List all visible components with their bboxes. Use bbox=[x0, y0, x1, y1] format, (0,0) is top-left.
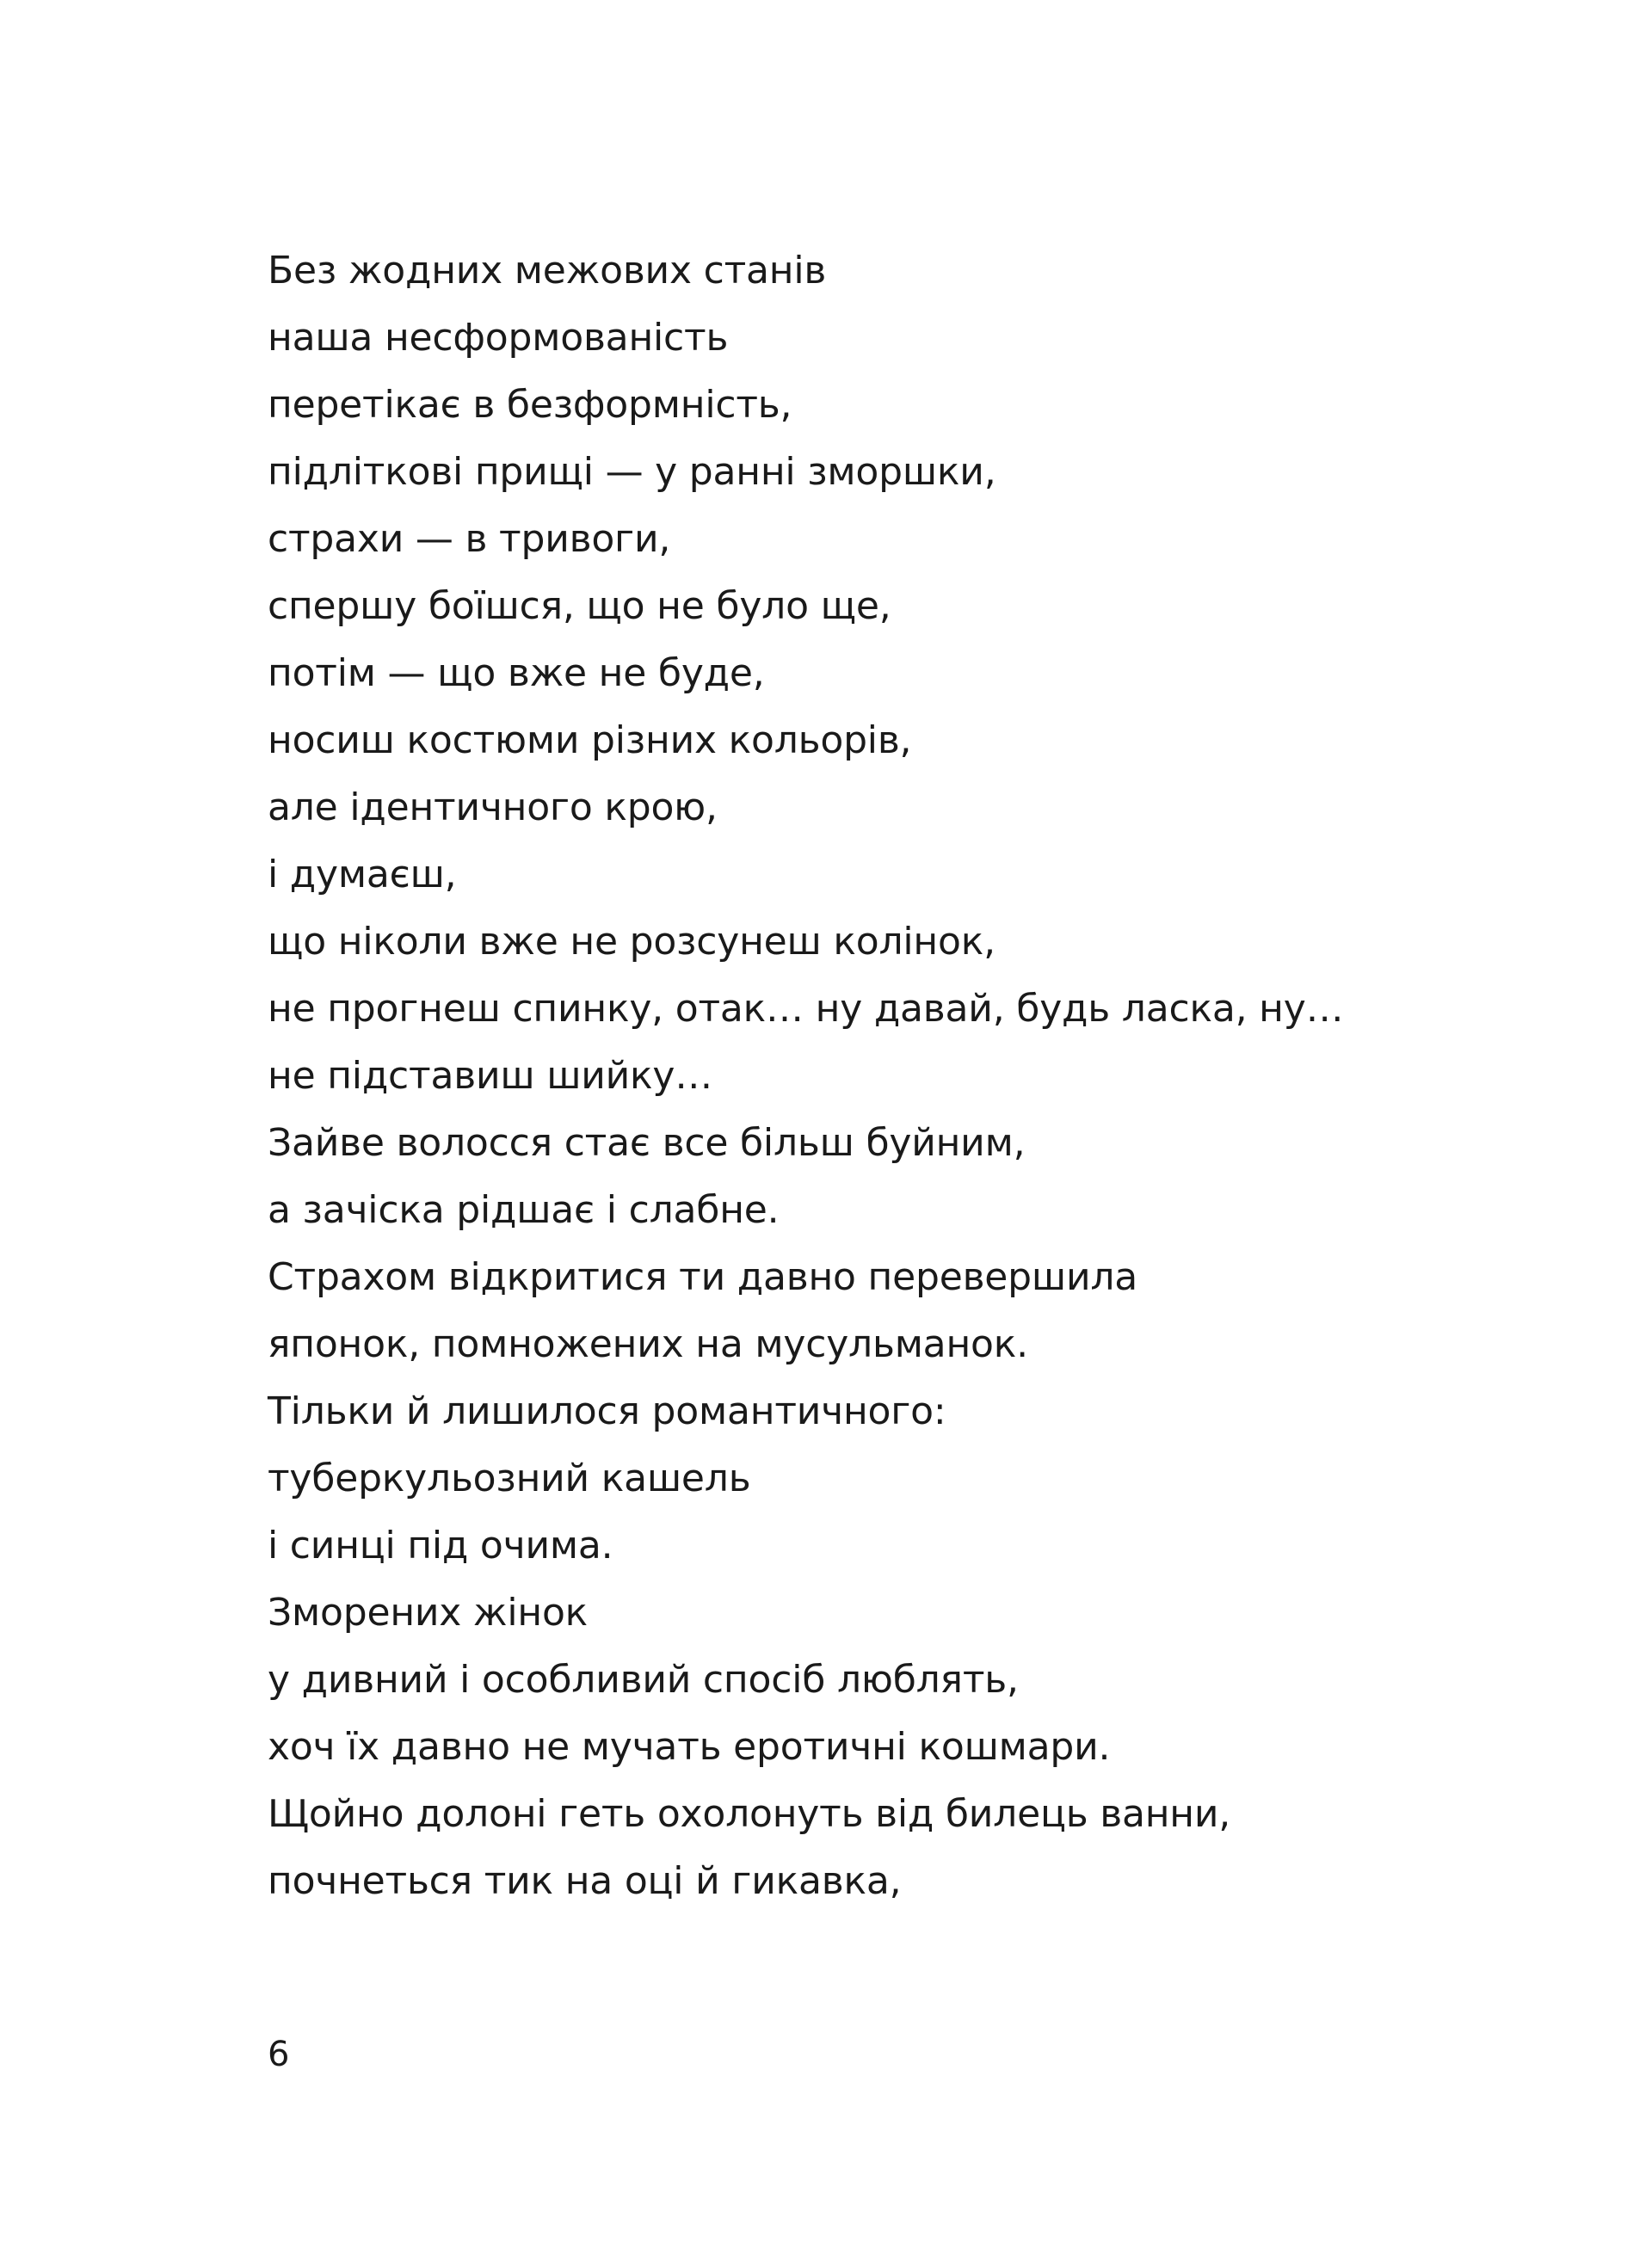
poem-line: не підставиш шийку… bbox=[268, 1054, 713, 1098]
poem-line: Зморених жінок bbox=[268, 1591, 589, 1635]
poem-line: носиш костюми різних кольорів, bbox=[268, 718, 912, 762]
poem-line: потім — що вже не буде, bbox=[268, 651, 765, 695]
poem-line: а зачіска рідшає і слабне. bbox=[268, 1188, 780, 1232]
poem-line: Без жодних межових станів bbox=[268, 249, 827, 293]
poem-line: японок, помножених на мусульманок. bbox=[268, 1322, 1028, 1366]
poem-line: хоч їх давно не мучать еротичні кошмари. bbox=[268, 1725, 1111, 1769]
poem-line: спершу боїшся, що не було ще, bbox=[268, 584, 891, 628]
poem-line: у дивний і особливий спосіб люблять, bbox=[268, 1658, 1019, 1702]
poem-line: почнеться тик на оці й гикавка, bbox=[268, 1859, 902, 1903]
poem-line: перетікає в безформність, bbox=[268, 383, 792, 427]
poem-line: Тільки й лишилося романтичного: bbox=[268, 1389, 946, 1433]
poem-line: але ідентичного крою, bbox=[268, 785, 718, 829]
poem-line: що ніколи вже не розсунеш колінок, bbox=[268, 920, 996, 964]
poem-line: страхи — в тривоги, bbox=[268, 517, 671, 561]
poem-line: Щойно долоні геть охолонуть від билець ванни, bbox=[268, 1792, 1231, 1836]
page-number: 6 bbox=[268, 2035, 290, 2074]
poem-line: туберкульозний кашель bbox=[268, 1457, 751, 1500]
poem-line: не прогнеш спинку, отак… ну давай, будь ласка, ну… bbox=[268, 987, 1344, 1031]
poem-text bbox=[268, 237, 1343, 1915]
poem-line: Зайве волосся стає все більш буйним, bbox=[268, 1121, 1026, 1165]
poem-line: і синці під очима. bbox=[268, 1524, 613, 1568]
poem-line: і думаєш, bbox=[268, 853, 457, 896]
poem-line: Страхом відкритися ти давно перевершила bbox=[268, 1255, 1138, 1299]
poem-line: наша несформованість bbox=[268, 316, 729, 360]
poem-line: підліткові прищі — у ранні зморшки, bbox=[268, 450, 996, 494]
